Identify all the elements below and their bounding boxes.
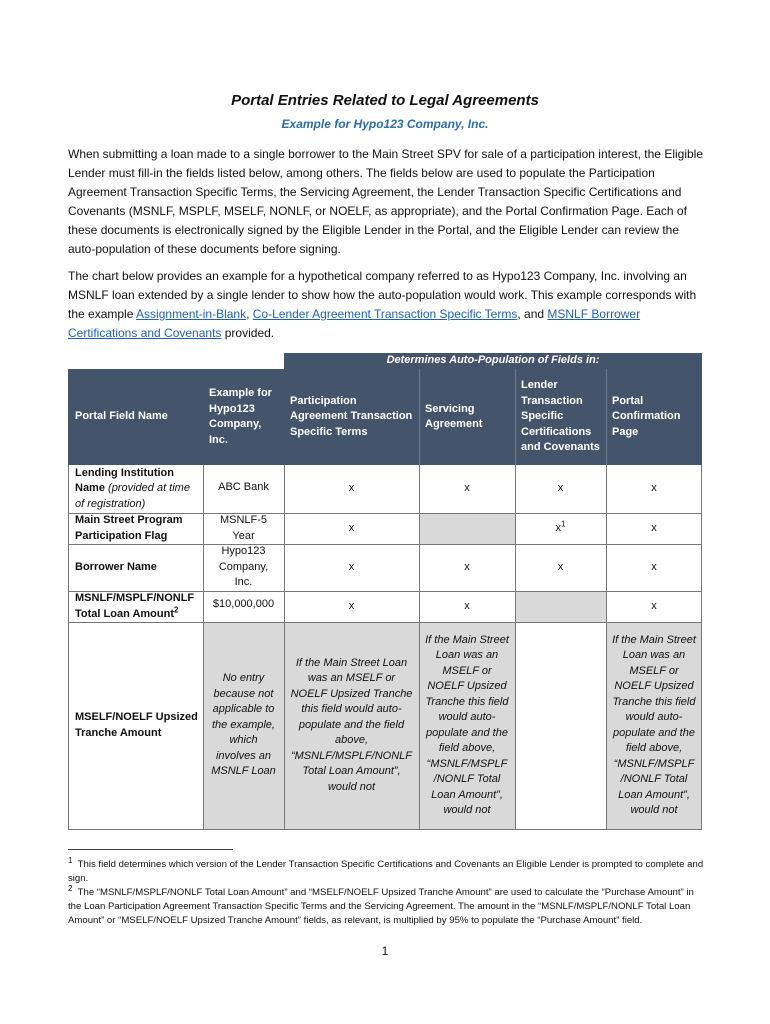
table-border bbox=[284, 465, 285, 830]
footnote-ref-1[interactable]: 1 bbox=[561, 519, 566, 529]
row-4-servicing bbox=[419, 591, 515, 622]
row-3-example-value: Hypo123 Company, Inc. bbox=[218, 545, 269, 589]
row-2-lender bbox=[515, 513, 606, 544]
row-1-servicing bbox=[419, 465, 515, 513]
row-3-servicing-mark: x bbox=[464, 560, 470, 573]
row-1-field-name: Lending Institution Name bbox=[75, 466, 174, 495]
page-title: Portal Entries Related to Legal Agreements bbox=[231, 92, 539, 109]
row-divider bbox=[68, 591, 702, 592]
row-3-field-name: Borrower Name bbox=[75, 560, 157, 573]
row-2-participation bbox=[284, 513, 419, 544]
footnote-1-text: This field determines which version of the Lender Transaction Specific Certifications and Covenants an Eligible Lender is prompted to complete and sign. bbox=[68, 859, 704, 884]
row-1-field bbox=[68, 465, 203, 513]
page-number: 1 bbox=[381, 944, 389, 958]
chart-intro-paragraph bbox=[68, 267, 708, 343]
row-1-portal-mark: x bbox=[651, 482, 657, 495]
separator-text: , bbox=[517, 307, 521, 321]
msnlf-borrower-certifications-link[interactable]: MSNLF Borrower Certifications and Covenants bbox=[68, 307, 641, 340]
row-3-participation-mark: x bbox=[348, 560, 355, 573]
col-header-servicing-label: Servicing Agreement bbox=[425, 402, 483, 430]
col-header-portal-label: Portal Confirmation Page bbox=[612, 394, 681, 438]
row-4-portal-mark: x bbox=[651, 599, 657, 612]
assignment-in-blank-link[interactable]: Assignment-in-Blank bbox=[136, 307, 247, 321]
row-3-servicing bbox=[419, 544, 515, 591]
row-4-portal bbox=[606, 591, 702, 622]
row-5-field bbox=[68, 622, 203, 829]
chart-intro-tail: provided. bbox=[221, 326, 275, 340]
header-divider bbox=[515, 369, 516, 465]
row-1-servicing-mark: x bbox=[464, 482, 470, 495]
row-2-lender-mark: x bbox=[555, 521, 562, 534]
footnote-ref-2[interactable]: 2 bbox=[173, 604, 179, 614]
col-header-servicing bbox=[419, 369, 515, 465]
row-divider bbox=[68, 622, 702, 623]
footnote-2 bbox=[68, 883, 708, 928]
page-subtitle: Example for Hypo123 Company, Inc. bbox=[281, 117, 489, 131]
col-header-participation bbox=[284, 369, 419, 465]
row-4-servicing-mark: x bbox=[464, 599, 470, 612]
group-header bbox=[284, 353, 702, 369]
row-5-servicing bbox=[419, 622, 515, 829]
row-5-servicing-note: If the Main Street Loan was an MSELF or NOELF Upsized Tranche this field would auto-populate and the field above, “MSNLF/MSPLF /NONLF Total Loan Amount”, would not bbox=[425, 633, 509, 816]
row-3-portal bbox=[606, 544, 702, 591]
row-1-participation bbox=[284, 465, 419, 513]
row-2-example-value: MSNLF-5 Year bbox=[219, 514, 268, 542]
row-3-lender-mark: x bbox=[557, 560, 564, 573]
row-3-example bbox=[203, 544, 284, 591]
table-border bbox=[68, 465, 69, 830]
row-5-lender bbox=[515, 622, 606, 829]
and-text: and bbox=[520, 307, 548, 321]
row-1-example-value: ABC Bank bbox=[218, 481, 269, 493]
row-5-portal-note: If the Main Street Loan was an MSELF or NOELF Upsized Tranche this field would auto-populate and the field above, “MSNLF/MSPLF /NONLF Total Loan Amount”, would not bbox=[612, 633, 696, 816]
table-border bbox=[701, 465, 702, 830]
row-2-portal bbox=[606, 513, 702, 544]
col-header-lender bbox=[515, 369, 606, 465]
row-5-example-value: No entry because not applicable to the example, which involves an MSNLF Loan bbox=[211, 672, 276, 778]
row-2-field bbox=[68, 513, 203, 544]
col-header-participation-label: Participation Agreement Transaction Specific Terms bbox=[290, 394, 413, 438]
table-border bbox=[515, 465, 516, 830]
row-1-lender bbox=[515, 465, 606, 513]
col-header-field bbox=[68, 369, 203, 465]
row-4-participation bbox=[284, 591, 419, 622]
row-4-field-name: MSNLF/MSPLF/NONLF Total Loan Amount bbox=[75, 592, 195, 620]
col-header-example-label: Example for Hypo123 Company, Inc. bbox=[209, 387, 272, 446]
col-header-field-label: Portal Field Name bbox=[75, 410, 168, 423]
intro-paragraph: When submitting a loan made to a single borrower to the Main Street SPV for sale of a participation interest, the Eligible Lender must fill-in the fields listed below, among others. The fields below are used to populate the Participation Agreement Transaction Specific Terms, the Servicing Agreement, the Lender Transaction Specific Certifications and Covenants (MSNLF, MSPLF, MSELF, NONLF, or NOELF, as appropriate), and the Portal Confirmation Page. Each of these documents is electronically signed by the Eligible Lender in the Portal, and the Eligible Lender can review the auto-population of these documents before signing. bbox=[68, 147, 704, 256]
row-4-field bbox=[68, 591, 203, 622]
separator-text: , bbox=[246, 307, 253, 321]
row-1-lender-mark: x bbox=[557, 482, 564, 495]
header-divider bbox=[606, 369, 607, 465]
row-2-example bbox=[203, 513, 284, 544]
footnote-2-text: The “MSNLF/MSPLF/NONLF Total Loan Amount” and “MSELF/NOELF Upsized Tranche Amount” are used to calculate the “Purchase Amount” in the Loan Participation Agreement Transaction Specific Terms and the Servicing Agreement. The amount in the “MSNLF/MSPLF/NONLF Total Loan Amount” or “MSELF/NOELF Upsized Tranche Amount” fields, as relevant, is multiplied by 95% to populate the “Purchase Amount” field. bbox=[68, 887, 694, 926]
footnote-1 bbox=[68, 855, 708, 886]
row-5-participation bbox=[284, 622, 419, 829]
row-1-field-note: (provided at time of registration) bbox=[75, 482, 190, 510]
row-divider bbox=[68, 544, 702, 545]
table-border bbox=[419, 465, 420, 830]
table-border bbox=[203, 465, 204, 830]
row-2-participation-mark: x bbox=[348, 521, 355, 534]
row-2-field-name: Main Street Program Participation Flag bbox=[75, 514, 183, 542]
row-1-portal bbox=[606, 465, 702, 513]
row-3-field bbox=[68, 544, 203, 591]
row-5-example bbox=[203, 622, 284, 829]
row-4-example-value: $10,000,000 bbox=[212, 598, 275, 610]
row-4-example bbox=[203, 591, 284, 622]
footnote-separator bbox=[68, 849, 233, 850]
col-header-portal bbox=[606, 369, 702, 465]
row-1-participation-mark: x bbox=[348, 482, 355, 495]
row-2-portal-mark: x bbox=[651, 521, 657, 534]
col-header-example bbox=[203, 369, 284, 465]
co-lender-agreement-link[interactable]: Co-Lender Agreement Transaction Specific Terms bbox=[252, 307, 518, 321]
row-2-servicing bbox=[419, 513, 515, 544]
row-5-field-name: MSELF/NOELF Upsized Tranche Amount bbox=[75, 711, 198, 739]
row-1-example bbox=[203, 465, 284, 513]
footnote-1-number: 1 bbox=[68, 855, 73, 865]
table-border bbox=[68, 829, 702, 830]
row-3-lender bbox=[515, 544, 606, 591]
header-divider bbox=[419, 369, 420, 465]
col-header-lender-label: Lender Transaction Specific Certifications and Covenants bbox=[521, 379, 600, 454]
footnote-2-number: 2 bbox=[68, 883, 73, 893]
table-border bbox=[606, 465, 607, 830]
row-5-portal bbox=[606, 622, 702, 829]
row-3-participation bbox=[284, 544, 419, 591]
row-3-portal-mark: x bbox=[651, 560, 657, 573]
row-divider bbox=[68, 513, 702, 514]
row-5-participation-note: If the Main Street Loan was an MSELF or NOELF Upsized Tranche this field would auto-populate and the field above, “MSNLF/MSPLF/NONLF Total Loan Amount”, would not bbox=[290, 656, 413, 793]
row-4-lender bbox=[515, 591, 606, 622]
row-4-participation-mark: x bbox=[348, 599, 355, 612]
group-header-label: Determines Auto-Population of Fields in: bbox=[386, 354, 600, 367]
chart-intro-text: The chart below provides an example for a hypothetical company referred to as Hypo123 Company, Inc. involving an MSNLF loan extended by a single lender to show how the auto-population would work. This example corresponds with the example bbox=[68, 269, 697, 321]
